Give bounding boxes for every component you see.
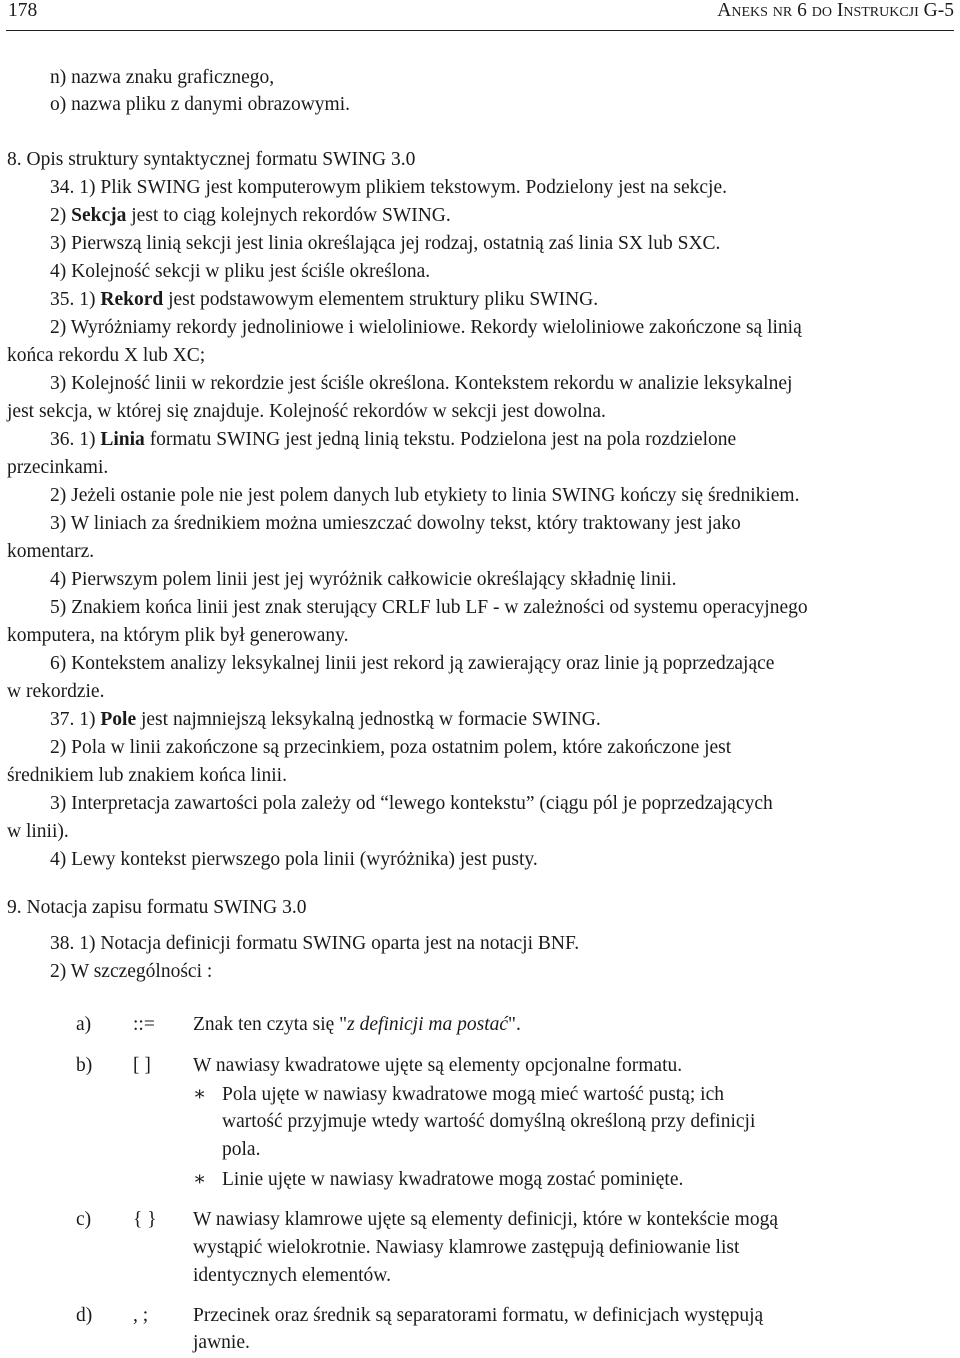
p38-line-1: 38. 1) Notacja definicji formatu SWING oparta jest na notacji BNF. — [50, 933, 580, 954]
def-c-line-3: identycznych elementów. — [193, 1265, 391, 1286]
def-d-symbol: , ; — [133, 1305, 149, 1326]
def-b-bullet1-line-3: pola. — [222, 1139, 261, 1160]
bullet-icon: ∗ — [193, 1169, 207, 1190]
p35-line-1: 35. 1) Rekord jest podstawowym elementem struktury pliku SWING. — [50, 289, 599, 310]
def-b-bullet2: Linie ujęte w nawiasy kwadratowe mogą zostać pominięte. — [222, 1169, 684, 1190]
p34-line-2: 2) Sekcja jest to ciąg kolejnych rekordów SWING. — [50, 205, 451, 226]
section-8-heading: 8. Opis struktury syntaktycznej formatu SWING 3.0 — [7, 149, 416, 170]
p35-line-4: 3) Kolejność linii w rekordzie jest ściśle określona. Kontekstem rekordu w analizie leksykalnej — [50, 373, 793, 394]
def-c-symbol: { } — [133, 1209, 157, 1230]
p36-line-3: 2) Jeżeli ostanie pole nie jest polem danych lub etykiety to linia SWING kończy się średnikiem. — [50, 485, 800, 506]
def-a-text: Znak ten czyta się "z definicji ma postać". — [193, 1014, 521, 1035]
def-b-bullet1-line-1: Pola ujęte w nawiasy kwadratowe mogą mieć wartość pustą; ich — [222, 1084, 724, 1105]
list-item-n: n) nazwa znaku graficznego, — [50, 67, 275, 88]
running-title: Aneks nr 6 do Instrukcji G-5 — [717, 0, 954, 21]
page-number: 178 — [8, 0, 38, 21]
def-c-line-2: wystąpić wielokrotnie. Nawiasy klamrowe zastępują definiowanie list — [193, 1237, 740, 1258]
p35-line-2: 2) Wyróżniamy rekordy jednoliniowe i wieloliniowe. Rekordy wieloliniowe zakończone są linią — [50, 317, 802, 338]
def-d-letter: d) — [76, 1305, 93, 1326]
p36-line-7: 5) Znakiem końca linii jest znak sterujący CRLF lub LF - w zależności od systemu operacyjnego — [50, 597, 808, 618]
def-a-symbol: ::= — [133, 1014, 155, 1035]
p37-line-3: średnikiem lub znakiem końca linii. — [7, 765, 287, 786]
p34-line-1: 34. 1) Plik SWING jest komputerowym plikiem tekstowym. Podzielony jest na sekcje. — [50, 177, 727, 198]
p34-line-3: 3) Pierwszą linią sekcji jest linia określająca jej rodzaj, ostatnią zaś linia SX lub SXC. — [50, 233, 721, 254]
def-c-letter: c) — [76, 1209, 92, 1230]
def-b-text: W nawiasy kwadratowe ujęte są elementy opcjonalne formatu. — [193, 1055, 683, 1076]
section-9-heading: 9. Notacja zapisu formatu SWING 3.0 — [7, 897, 307, 918]
list-item-o: o) nazwa pliku z danymi obrazowymi. — [50, 94, 350, 115]
p37-line-4: 3) Interpretacja zawartości pola zależy od “lewego kontekstu” (ciągu pól je poprzedzających — [50, 793, 773, 814]
p36-line-4: 3) W liniach za średnikiem można umieszczać dowolny tekst, który traktowany jest jako — [50, 513, 741, 534]
p37-line-5: w linii). — [7, 821, 69, 842]
p36-line-1: 36. 1) Linia formatu SWING jest jedną linią tekstu. Podzielona jest na pola rozdzielone — [50, 429, 737, 450]
p36-line-5: komentarz. — [7, 541, 95, 562]
def-c-line-1: W nawiasy klamrowe ujęte są elementy definicji, które w kontekście mogą — [193, 1209, 778, 1230]
p36-line-9: 6) Kontekstem analizy leksykalnej linii jest rekord ją zawierający oraz linie ją poprzedzające — [50, 653, 775, 674]
page-header — [6, 0, 954, 31]
p34-line-4: 4) Kolejność sekcji w pliku jest ściśle określona. — [50, 261, 431, 282]
p37-line-6: 4) Lewy kontekst pierwszego pola linii (wyróżnika) jest pusty. — [50, 849, 538, 870]
p36-line-6: 4) Pierwszym polem linii jest jej wyróżnik całkowicie określający składnię linii. — [50, 569, 677, 590]
def-d-line-1: Przecinek oraz średnik są separatorami formatu, w definicjach występują — [193, 1305, 764, 1326]
p36-line-8: komputera, na którym plik był generowany. — [7, 625, 349, 646]
p37-line-1: 37. 1) Pole jest najmniejszą leksykalną jednostką w formacie SWING. — [50, 709, 601, 730]
def-b-symbol: [ ] — [133, 1055, 151, 1076]
def-a-letter: a) — [76, 1014, 92, 1035]
def-b-bullet1-line-2: wartość przyjmuje wtedy wartość domyślną określoną przy definicji — [222, 1111, 756, 1132]
def-b-letter: b) — [76, 1055, 93, 1076]
p36-line-10: w rekordzie. — [7, 681, 105, 702]
p37-line-2: 2) Pola w linii zakończone są przecinkiem, poza ostatnim polem, które zakończone jest — [50, 737, 732, 758]
p36-line-2: przecinkami. — [7, 457, 109, 478]
p38-line-2: 2) W szczególności : — [50, 961, 213, 982]
def-d-line-2: jawnie. — [193, 1332, 250, 1353]
p35-line-5: jest sekcja, w której się znajduje. Kolejność rekordów w sekcji jest dowolna. — [7, 401, 606, 422]
p35-line-3: końca rekordu X lub XC; — [7, 345, 206, 366]
bullet-icon: ∗ — [193, 1084, 207, 1105]
